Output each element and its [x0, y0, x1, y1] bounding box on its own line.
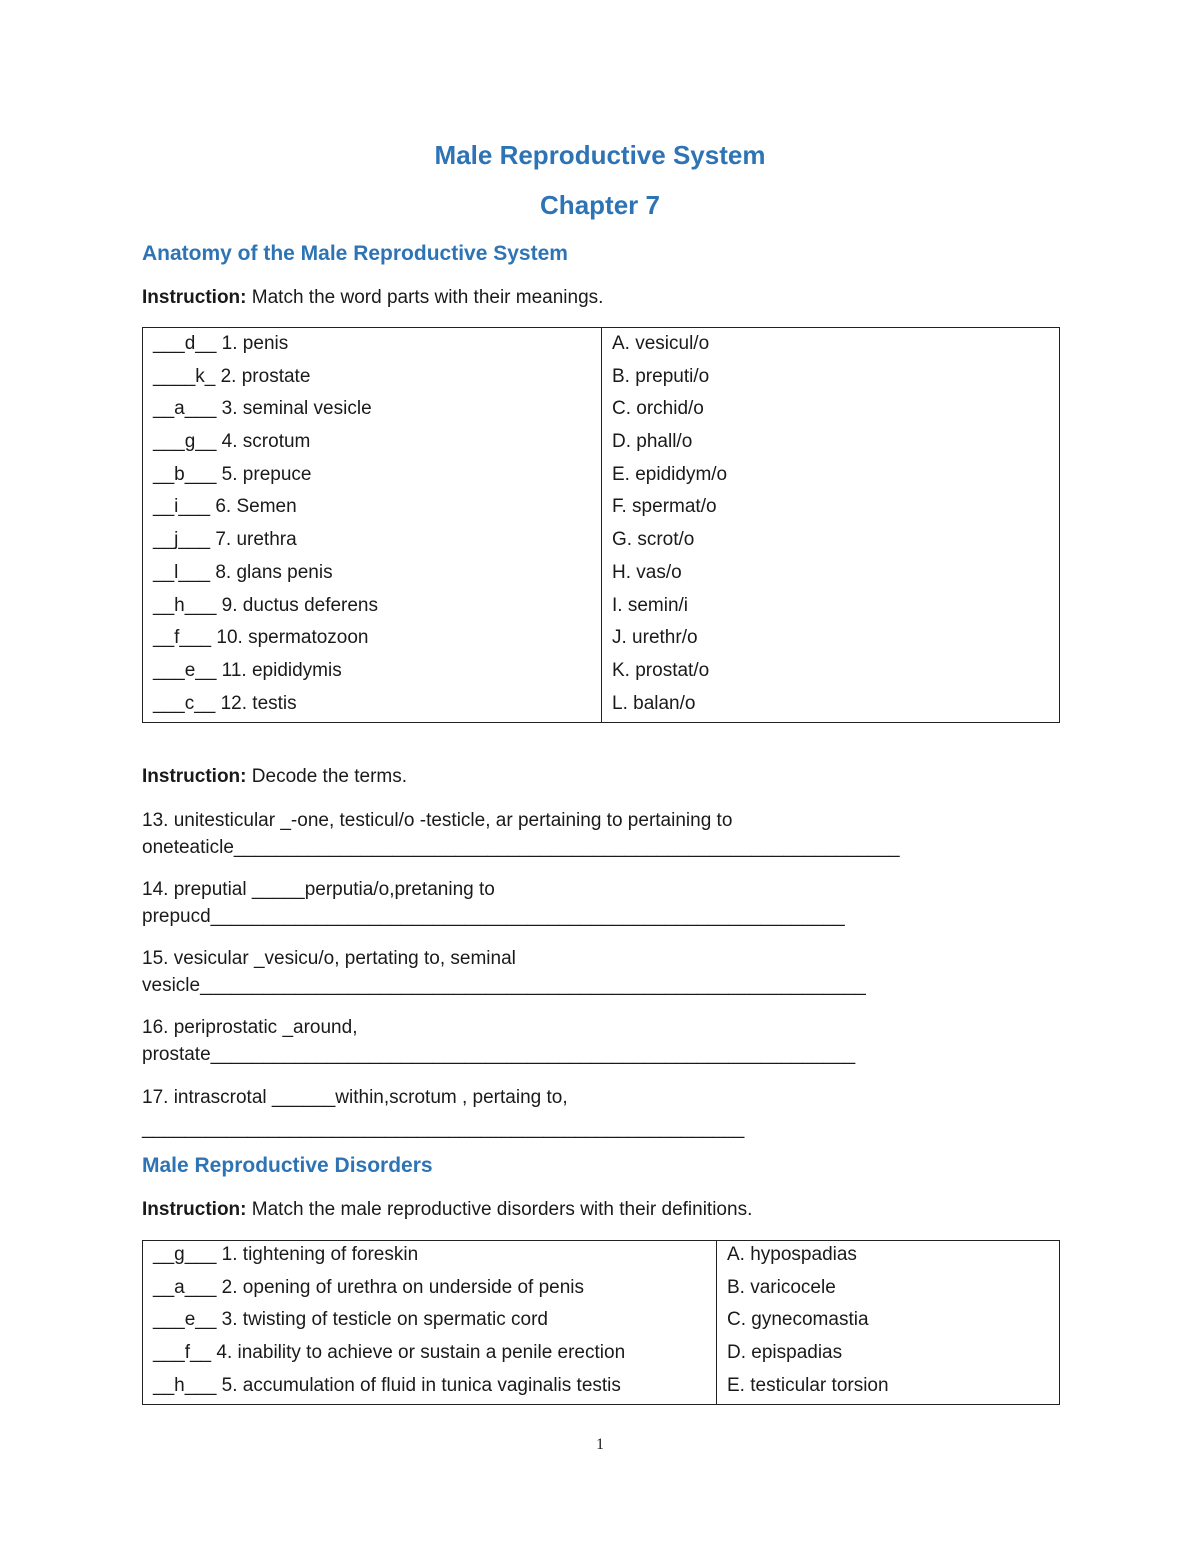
list-item: __f___ 10. spermatozoon	[153, 627, 369, 649]
decode-question: 17. intrascrotal ______within,scrotum , pertaing to,	[142, 1087, 568, 1108]
list-item: L. balan/o	[612, 692, 696, 714]
instruction-label: Instruction:	[142, 766, 247, 787]
list-item: H. vas/o	[612, 561, 682, 583]
instruction-label: Instruction:	[142, 1199, 247, 1220]
decode-answer-line: prostate_____________________________________________________________	[142, 1044, 856, 1065]
instruction-text: Match the word parts with their meanings.	[246, 287, 604, 308]
list-item: ___g__ 4. scrotum	[153, 431, 311, 453]
list-item: ___e__ 3. twisting of testicle on spermatic cord	[153, 1309, 548, 1331]
decode-answer-line: prepucd____________________________________________________________	[142, 906, 845, 927]
list-item: G. scrot/o	[612, 529, 695, 551]
list-item: I. semin/i	[612, 594, 689, 616]
list-item: A. vesicul/o	[612, 333, 710, 354]
decode-item-16	[142, 1014, 855, 1068]
decode-question: 15. vesicular _vesicu/o, pertating to, seminal	[142, 948, 516, 969]
decode-answer-line: vesicle_______________________________________________________________	[142, 975, 866, 996]
list-item: D. epispadias	[727, 1342, 843, 1364]
anatomy-terms-column	[143, 328, 602, 723]
list-item: A. hypospadias	[727, 1244, 857, 1265]
instruction-decode	[142, 766, 407, 788]
list-item: __b___ 5. prepuce	[153, 463, 312, 485]
list-item: __a___ 2. opening of urethra on underside of penis	[153, 1276, 584, 1298]
list-item: D. phall/o	[612, 431, 693, 453]
decode-item-14	[142, 876, 845, 930]
list-item: __h___ 5. accumulation of fluid in tunica vaginalis testis	[153, 1374, 621, 1396]
instruction-text: Match the male reproductive disorders with their definitions.	[246, 1199, 753, 1220]
list-item: ___e__ 11. epididymis	[153, 659, 342, 681]
section-heading-disorders: Male Reproductive Disorders	[142, 1154, 433, 1177]
list-item: J. urethr/o	[612, 627, 698, 649]
disorders-terms-column	[717, 1241, 1060, 1405]
list-item: ___f__ 4. inability to achieve or sustain a penile erection	[153, 1342, 626, 1364]
list-item: B. varicocele	[727, 1276, 836, 1298]
list-item: ___c__ 12. testis	[153, 692, 297, 714]
page-number: 1	[596, 1436, 604, 1453]
anatomy-word-parts-column	[602, 328, 1060, 723]
section-heading-anatomy: Anatomy of the Male Reproductive System	[142, 242, 568, 265]
decode-answer-line: _________________________________________________________	[142, 1118, 745, 1139]
list-item: ____k_ 2. prostate	[153, 365, 311, 387]
decode-question: 16. periprostatic _around,	[142, 1017, 358, 1038]
list-item: F. spermat/o	[612, 496, 717, 518]
anatomy-match-table	[142, 327, 1060, 723]
list-item: C. orchid/o	[612, 398, 704, 420]
chapter-title: Chapter 7	[540, 190, 660, 220]
list-item: E. epididym/o	[612, 463, 728, 485]
list-item: __i___ 6. Semen	[153, 496, 297, 518]
list-item: K. prostat/o	[612, 659, 710, 681]
decode-question: 13. unitesticular _-one, testicul/o -testicle, ar pertaining to pertaining to	[142, 810, 733, 831]
list-item: C. gynecomastia	[727, 1309, 869, 1331]
decode-question: 14. preputial _____perputia/o,pretaning to	[142, 879, 495, 900]
list-item: ___d__ 1. penis	[153, 333, 289, 354]
instruction-match-word-parts	[142, 287, 603, 309]
list-item: __g___ 1. tightening of foreskin	[153, 1244, 419, 1265]
disorders-definitions-column	[143, 1241, 717, 1405]
list-item: __j___ 7. urethra	[153, 529, 297, 551]
instruction-text: Decode the terms.	[246, 766, 408, 787]
decode-answer-line: oneteaticle_______________________________________________________________	[142, 837, 900, 858]
decode-item-15	[142, 945, 866, 999]
list-item: __a___ 3. seminal vesicle	[153, 398, 372, 420]
list-item: __l___ 8. glans penis	[153, 561, 333, 583]
document-title: Male Reproductive System	[434, 140, 766, 170]
list-item: __h___ 9. ductus deferens	[153, 594, 379, 616]
decode-item-17	[142, 1084, 744, 1142]
instruction-label: Instruction:	[142, 287, 247, 308]
instruction-match-disorders	[142, 1199, 752, 1221]
disorders-match-table	[142, 1240, 1060, 1405]
decode-item-13	[142, 807, 900, 861]
list-item: B. preputi/o	[612, 365, 710, 387]
list-item: E. testicular torsion	[727, 1374, 889, 1396]
